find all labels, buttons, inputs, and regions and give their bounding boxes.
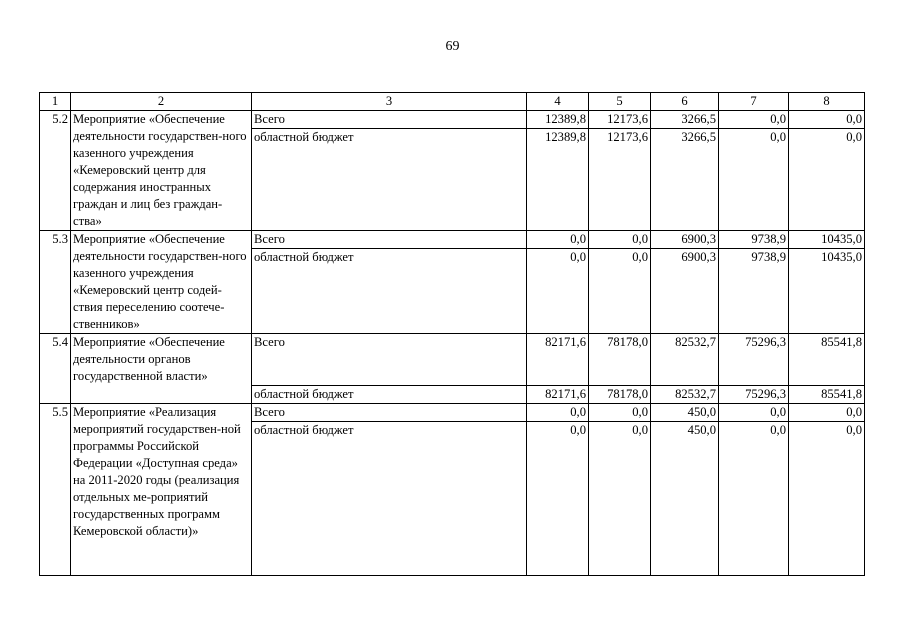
- row-number: 5.4: [40, 334, 71, 386]
- funding-source: Всего: [252, 404, 527, 422]
- header-cell: 6: [651, 93, 719, 111]
- value-cell: 82171,6: [527, 386, 589, 404]
- table-row: [40, 404, 865, 422]
- funding-source: областной бюджет: [252, 386, 527, 404]
- value-cell: 82532,7: [651, 386, 719, 404]
- value-cell: 3266,5: [651, 111, 719, 129]
- row-number-continuation: [40, 386, 71, 404]
- value-cell: 0,0: [789, 404, 865, 422]
- activity-name-continuation: [71, 386, 252, 404]
- value-cell: 0,0: [789, 111, 865, 129]
- value-cell: 0,0: [589, 231, 651, 249]
- page-number: 69: [445, 39, 460, 54]
- value-cell: 12389,8: [527, 129, 589, 231]
- header-cell: 2: [71, 93, 252, 111]
- value-cell: 0,0: [789, 422, 865, 576]
- funding-source: Всего: [252, 231, 527, 249]
- funding-source: Всего: [252, 111, 527, 129]
- table-row: [40, 334, 865, 386]
- value-cell: 0,0: [527, 249, 589, 334]
- value-cell: 0,0: [589, 404, 651, 422]
- value-cell: 6900,3: [651, 231, 719, 249]
- activity-name: Мероприятие «Обеспечение деятельности государствен-ного казенного учреждения «Кемеровский центр содей-ствия переселению соотече-ственников»: [71, 231, 252, 334]
- header-cell: 4: [527, 93, 589, 111]
- value-cell: 450,0: [651, 422, 719, 576]
- value-cell: 78178,0: [589, 386, 651, 404]
- value-cell: 82171,6: [527, 334, 589, 386]
- table-header-row: [40, 93, 865, 111]
- header-cell: 3: [252, 93, 527, 111]
- value-cell: 9738,9: [719, 249, 789, 334]
- row-number: 5.3: [40, 231, 71, 334]
- value-cell: 85541,8: [789, 334, 865, 386]
- value-cell: 78178,0: [589, 334, 651, 386]
- table-row: [40, 231, 865, 249]
- row-number: 5.5: [40, 404, 71, 576]
- value-cell: 75296,3: [719, 386, 789, 404]
- table-row: [40, 386, 865, 404]
- header-cell: 5: [589, 93, 651, 111]
- value-cell: 0,0: [719, 422, 789, 576]
- value-cell: 12389,8: [527, 111, 589, 129]
- row-number: 5.2: [40, 111, 71, 231]
- funding-source: Всего: [252, 334, 527, 386]
- header-cell: 7: [719, 93, 789, 111]
- value-cell: 82532,7: [651, 334, 719, 386]
- value-cell: 0,0: [527, 404, 589, 422]
- value-cell: 6900,3: [651, 249, 719, 334]
- funding-source: областной бюджет: [252, 129, 527, 231]
- value-cell: 0,0: [719, 129, 789, 231]
- value-cell: 0,0: [527, 231, 589, 249]
- funding-source: областной бюджет: [252, 422, 527, 576]
- value-cell: 0,0: [589, 249, 651, 334]
- value-cell: 0,0: [719, 404, 789, 422]
- header-cell: 1: [40, 93, 71, 111]
- value-cell: 85541,8: [789, 386, 865, 404]
- value-cell: 12173,6: [589, 129, 651, 231]
- value-cell: 10435,0: [789, 249, 865, 334]
- table-row: [40, 111, 865, 129]
- value-cell: 9738,9: [719, 231, 789, 249]
- activity-name: Мероприятие «Реализация мероприятий государствен-ной программы Российской Федерации «Доступная среда» на 2011-2020 годы (реализация отдельных ме-роприятий государственных программ Кемеровской области)»: [71, 404, 252, 576]
- value-cell: 10435,0: [789, 231, 865, 249]
- value-cell: 12173,6: [589, 111, 651, 129]
- activity-name: Мероприятие «Обеспечение деятельности государствен-ного казенного учреждения «Кемеровский центр для содержания иностранных граждан и лиц без граждан-ства»: [71, 111, 252, 231]
- value-cell: 0,0: [589, 422, 651, 576]
- value-cell: 0,0: [719, 111, 789, 129]
- funding-source: областной бюджет: [252, 249, 527, 334]
- value-cell: 75296,3: [719, 334, 789, 386]
- value-cell: 0,0: [789, 129, 865, 231]
- value-cell: 450,0: [651, 404, 719, 422]
- value-cell: 3266,5: [651, 129, 719, 231]
- activity-name: Мероприятие «Обеспечение деятельности органов государственной власти»: [71, 334, 252, 386]
- header-cell: 8: [789, 93, 865, 111]
- value-cell: 0,0: [527, 422, 589, 576]
- budget-table: [39, 92, 865, 576]
